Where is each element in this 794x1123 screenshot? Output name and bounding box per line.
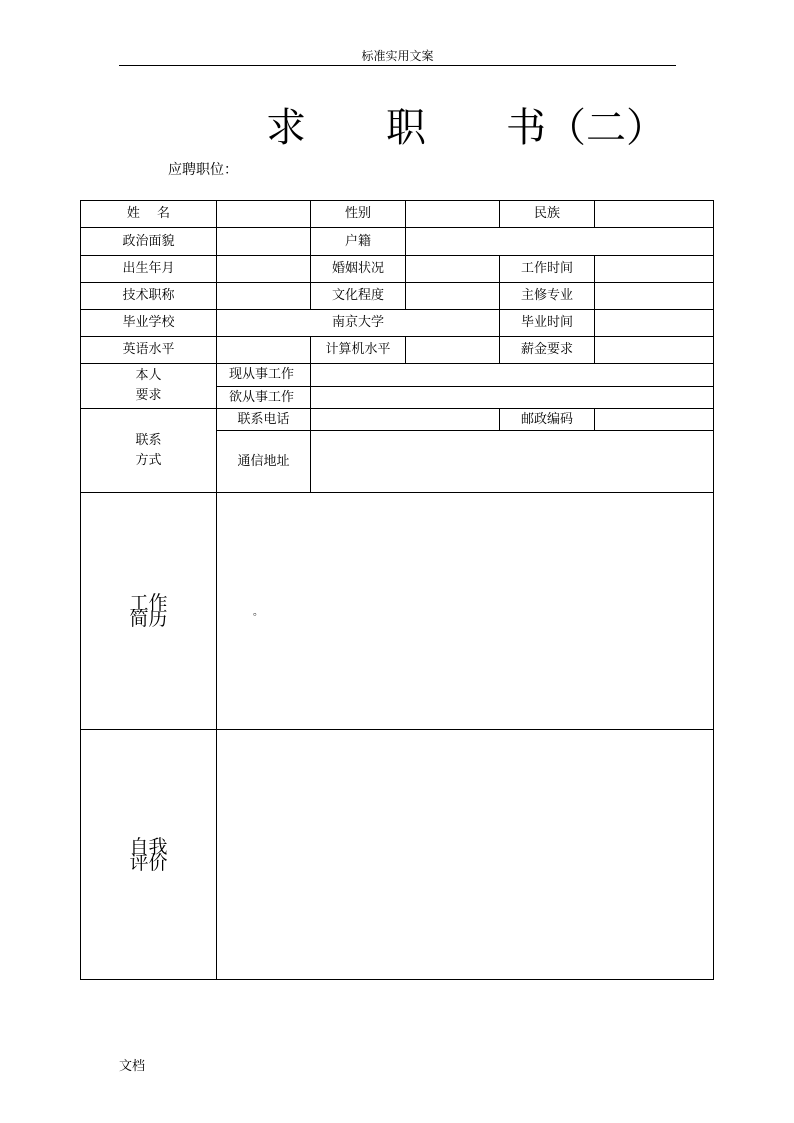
self-evaluation-line-2: 评价 xyxy=(129,851,168,874)
row-work-history xyxy=(81,493,714,730)
row-basic-3 xyxy=(81,256,714,283)
work-start-label: 工作时间 xyxy=(500,256,595,283)
computer-level-field[interactable] xyxy=(406,337,500,364)
address-label: 通信地址 xyxy=(217,431,311,493)
salary-field[interactable] xyxy=(595,337,714,364)
graduation-time-field[interactable] xyxy=(595,310,714,337)
postal-code-field[interactable] xyxy=(595,409,714,431)
education-level-label: 文化程度 xyxy=(311,283,406,310)
self-evaluation-label xyxy=(81,730,217,980)
address-field[interactable] xyxy=(311,431,714,493)
row-self-evaluation xyxy=(81,730,714,980)
birth-date-label: 出生年月 xyxy=(81,256,217,283)
title-char-3: 书（二） xyxy=(506,105,666,151)
work-start-field[interactable] xyxy=(595,256,714,283)
birth-date-field[interactable] xyxy=(217,256,311,283)
postal-code-label: 邮政编码 xyxy=(500,409,595,431)
marital-status-field[interactable] xyxy=(406,256,500,283)
contact-method-line-2: 方式 xyxy=(135,452,162,468)
row-basic-1 xyxy=(81,201,714,228)
computer-level-label: 计算机水平 xyxy=(311,337,406,364)
major-field[interactable] xyxy=(595,283,714,310)
row-contact-1 xyxy=(81,409,714,431)
document-title xyxy=(266,100,666,156)
desired-job-label: 欲从事工作 xyxy=(217,387,311,409)
gender-label: 性别 xyxy=(311,201,406,228)
name-label: 姓 名 xyxy=(81,201,217,228)
title-char-2: 职 xyxy=(386,105,426,151)
personal-requirements-line-2: 要求 xyxy=(135,388,162,403)
technical-title-field[interactable] xyxy=(217,283,311,310)
salary-label: 薪金要求 xyxy=(500,337,595,364)
personal-requirements-label xyxy=(81,364,217,409)
self-evaluation-field[interactable] xyxy=(217,730,714,980)
page-footer: 文档 xyxy=(119,1059,146,1074)
self-evaluation-line-1: 自我 xyxy=(129,835,168,858)
header-rule xyxy=(119,65,676,66)
current-job-field[interactable] xyxy=(311,364,714,387)
education-level-field[interactable] xyxy=(406,283,500,310)
work-history-line-1: 工作 xyxy=(129,592,168,614)
contact-method-line-1: 联系 xyxy=(135,432,162,448)
row-requirements-1 xyxy=(81,364,714,387)
contact-method-label xyxy=(81,409,217,493)
work-history-mark: 。 xyxy=(253,607,263,618)
name-field[interactable] xyxy=(217,201,311,228)
row-basic-2 xyxy=(81,228,714,256)
work-history-field[interactable] xyxy=(217,493,714,730)
phone-label: 联系电话 xyxy=(217,409,311,431)
school-label: 毕业学校 xyxy=(81,310,217,337)
page-header: 标准实用文案 xyxy=(361,49,434,63)
household-label: 户籍 xyxy=(311,228,406,256)
row-basic-5 xyxy=(81,310,714,337)
political-status-label: 政治面貌 xyxy=(81,228,217,256)
personal-requirements-line-1: 本人 xyxy=(135,368,162,383)
political-status-field[interactable] xyxy=(217,228,311,256)
graduation-time-label: 毕业时间 xyxy=(500,310,595,337)
technical-title-label: 技术职称 xyxy=(81,283,217,310)
household-field[interactable] xyxy=(406,228,714,256)
ethnicity-label: 民族 xyxy=(500,201,595,228)
title-char-1: 求 xyxy=(266,105,306,151)
current-job-label: 现从事工作 xyxy=(217,364,311,387)
desired-job-field[interactable] xyxy=(311,387,714,409)
phone-field[interactable] xyxy=(311,409,500,431)
gender-field[interactable] xyxy=(406,201,500,228)
work-history-line-2: 简历 xyxy=(129,608,168,630)
ethnicity-field[interactable] xyxy=(595,201,714,228)
work-history-label xyxy=(81,493,217,730)
english-level-field[interactable] xyxy=(217,337,311,364)
english-level-label: 英语水平 xyxy=(81,337,217,364)
row-basic-4 xyxy=(81,283,714,310)
major-label: 主修专业 xyxy=(500,283,595,310)
resume-form xyxy=(80,200,714,980)
marital-status-label: 婚姻状况 xyxy=(311,256,406,283)
position-applied-label: 应聘职位： xyxy=(168,162,238,178)
row-basic-6 xyxy=(81,337,714,364)
school-field[interactable]: 南京大学 xyxy=(217,310,500,337)
